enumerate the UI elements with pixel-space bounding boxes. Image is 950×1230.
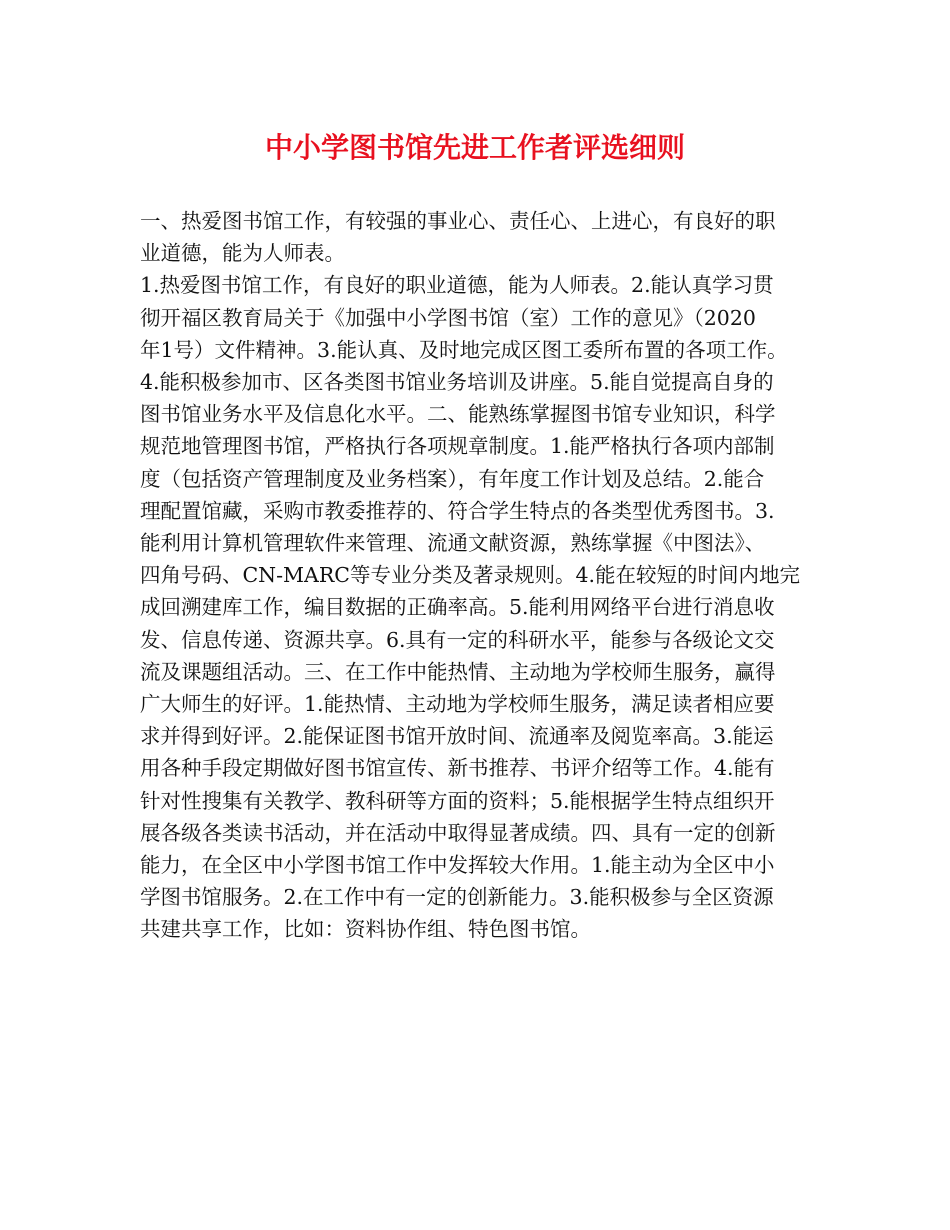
body-line: 业道德，能为人师表。 xyxy=(140,241,345,266)
body-line: 学图书馆服务。2.在工作中有一定的创新能力。3.能积极参与全区资源 xyxy=(140,885,774,910)
body-line: 四角号码、CN-MARC等专业分类及著录规则。4.能在较短的时间内地完 xyxy=(140,563,801,588)
body-line: 成回溯建库工作，编目数据的正确率高。5.能利用网络平台进行消息收 xyxy=(140,595,775,620)
body-line: 共建共享工作，比如：资料协作组、特色图书馆。 xyxy=(140,917,591,942)
body-line: 能力，在全区中小学图书馆工作中发挥较大作用。1.能主动为全区中小 xyxy=(140,853,775,878)
body-line: 彻开福区教育局关于《加强中小学图书馆（室）工作的意见》（2020 xyxy=(140,305,756,330)
body-line: 理配置馆藏，采购市教委推荐的、符合学生特点的各类型优秀图书。3. xyxy=(140,498,775,523)
body-line: 发、信息传递、资源共享。6.具有一定的科研水平，能参与各级论文交 xyxy=(140,627,775,652)
body-line: 图书馆业务水平及信息化水平。二、能熟练掌握图书馆专业知识，科学 xyxy=(140,402,776,427)
body-line: 度（包括资产管理制度及业务档案），有年度工作计划及总结。2.能合 xyxy=(140,466,765,491)
body-line: 4.能积极参加市、区各类图书馆业务培训及讲座。5.能自觉提高自身的 xyxy=(140,370,774,395)
body-line: 用各种手段定期做好图书馆宣传、新书推荐、书评介绍等工作。4.能有 xyxy=(140,756,775,781)
body-line: 针对性搜集有关教学、教科研等方面的资料；5.能根据学生特点组织开 xyxy=(140,788,775,813)
document-body xyxy=(140,205,820,946)
body-line: 1.热爱图书馆工作，有良好的职业道德，能为人师表。2.能认真学习贯 xyxy=(140,273,774,298)
body-line: 流及课题组活动。三、在工作中能热情、主动地为学校师生服务，赢得 xyxy=(140,659,776,684)
body-line: 一、热爱图书馆工作，有较强的事业心、责任心、上进心，有良好的职 xyxy=(140,209,776,233)
body-line: 广大师生的好评。1.能热情、主动地为学校师生服务，满足读者相应要 xyxy=(140,692,775,717)
body-line: 展各级各类读书活动，并在活动中取得显著成绩。四、具有一定的创新 xyxy=(140,820,776,845)
body-line: 年1号）文件精神。3.能认真、及时地完成区图工委所布置的各项工作。 xyxy=(140,337,788,362)
body-line: 规范地管理图书馆，严格执行各项规章制度。1.能严格执行各项内部制 xyxy=(140,434,775,459)
document-title: 中小学图书馆先进工作者评选细则 xyxy=(264,131,685,164)
body-line: 求并得到好评。2.能保证图书馆开放时间、流通率及阅览率高。3.能运 xyxy=(140,724,774,749)
body-line: 能利用计算机管理软件来管理、流通文献资源，熟练掌握《中图法》、 xyxy=(140,531,766,556)
